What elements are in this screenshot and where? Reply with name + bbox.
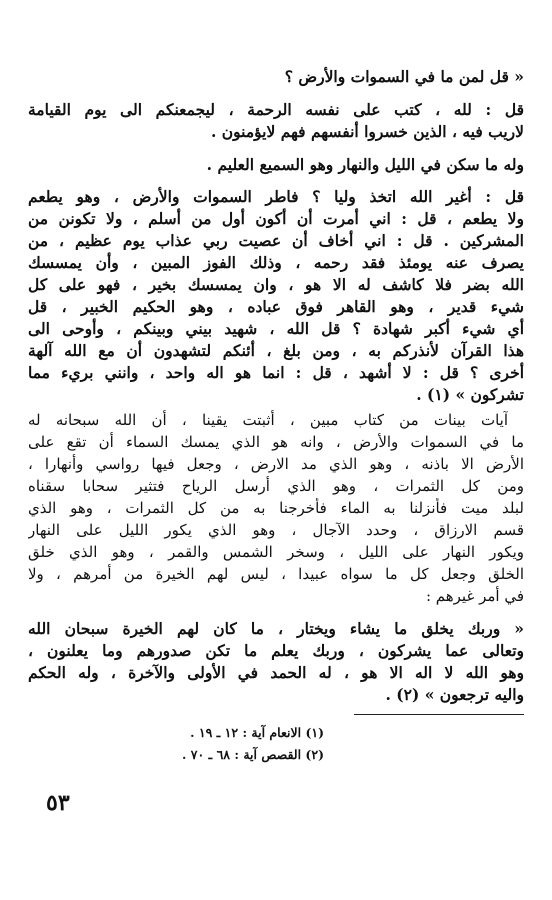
quote-line: تشركون » (١) . <box>416 385 524 404</box>
quote-line: هذا القرآن لأنذركم به ، ومن بلغ ، أئنكم لتشهدون أن مع الله آلهة <box>28 341 524 360</box>
quote-line: واليه ترجعون » (٢) . <box>385 685 524 704</box>
quote-line: قل : لله ، كتب على نفسه الرحمة ، ليجمعنكم الى يوم القيامة <box>28 100 524 119</box>
quote-line: « قل لمن ما في السموات والأرض ؟ <box>284 67 524 86</box>
body-line: قسم الارزاق ، وحدد الآجال ، وهو الذي يكور الليل على النهار <box>28 521 524 539</box>
body-line: الأرض الا باذنه ، وهو الذي مد الارض ، وجعل فيها رواسي وأنهارا ، <box>28 455 524 473</box>
body-line: ويكور النهار على الليل ، وسخر الشمس والقمر ، وهو الذي خلق <box>28 543 524 561</box>
quote-line: شيء قدير ، وهو القاهر فوق عباده ، وهو الحكيم الخبير ، قل <box>28 297 524 316</box>
quote-line: « وربك يخلق ما يشاء ويختار ، ما كان لهم الخيرة سبحان الله <box>28 619 524 638</box>
quote-line: الله بضر فلا كاشف له الا هو ، وان يمسسك بخير ، فهو على كل <box>28 275 524 294</box>
body-line: لبلد ميت فأنزلنا به الماء فأخرجنا به من كل الثمرات ، وهو الذي <box>28 499 524 517</box>
footnote-divider <box>354 714 524 715</box>
page-number: ٥٣ <box>46 790 70 816</box>
quote-line: يصرف عنه يومئذ فقد رحمه ، وذلك الفوز المبين ، وأن يمسسك <box>28 253 524 272</box>
quote-line: قل : أغير الله اتخذ وليا ؟ فاطر السموات والأرض ، وهو يطعم <box>28 187 524 206</box>
body-line: الخلق وجعل كل ما سواه عبيدا ، ليس لهم الخيرة من أمرهم ، ولا <box>28 565 524 583</box>
footnote: (١) الانعام آية : ١٢ ـ ١٩ . <box>190 725 324 740</box>
body-line: آيات بينات من كتاب مبين ، أثبتت يقينا ، أن الله سبحانه له <box>28 411 508 429</box>
quote-line: لاريب فيه ، الذين خسروا أنفسهم فهم لايؤمنون . <box>210 122 524 141</box>
quote-line: ولا يطعم ، قل : اني أمرت أن أكون أول من أسلم ، ولا تكونن من <box>28 209 524 228</box>
quote-line: أخرى ؟ قل : لا أشهد ، قل : انما هو اله واحد ، وانني بريء مما <box>28 363 524 382</box>
footnote: (٢) القصص آية : ٦٨ ـ ٧٠ . <box>182 747 324 762</box>
body-line: ومن كل الثمرات ، وهو الذي أرسل الرياح فتثير سحابا سقناه <box>28 477 524 495</box>
body-line: في أمر غيرهم : <box>425 587 524 605</box>
quote-line: أي شيء أكبر شهادة ؟ قل الله ، شهيد بيني وبينكم ، وأوحى الى <box>28 319 524 338</box>
body-line: ما في السموات والأرض ، وانه هو الذي يمسك السماء أن تقع على <box>28 433 524 451</box>
quote-line: وهو الله لا اله الا هو ، له الحمد في الأولى والآخرة ، وله الحكم <box>28 663 524 682</box>
quote-line: وتعالى عما يشركون ، وربك يعلم ما تكن صدورهم وما يعلنون ، <box>28 641 524 660</box>
quote-line: وله ما سكن في الليل والنهار وهو السميع العليم . <box>206 155 524 174</box>
quote-line: المشركين . قل : اني أخاف أن عصيت ربي عذاب يوم عظيم ، من <box>28 231 524 250</box>
